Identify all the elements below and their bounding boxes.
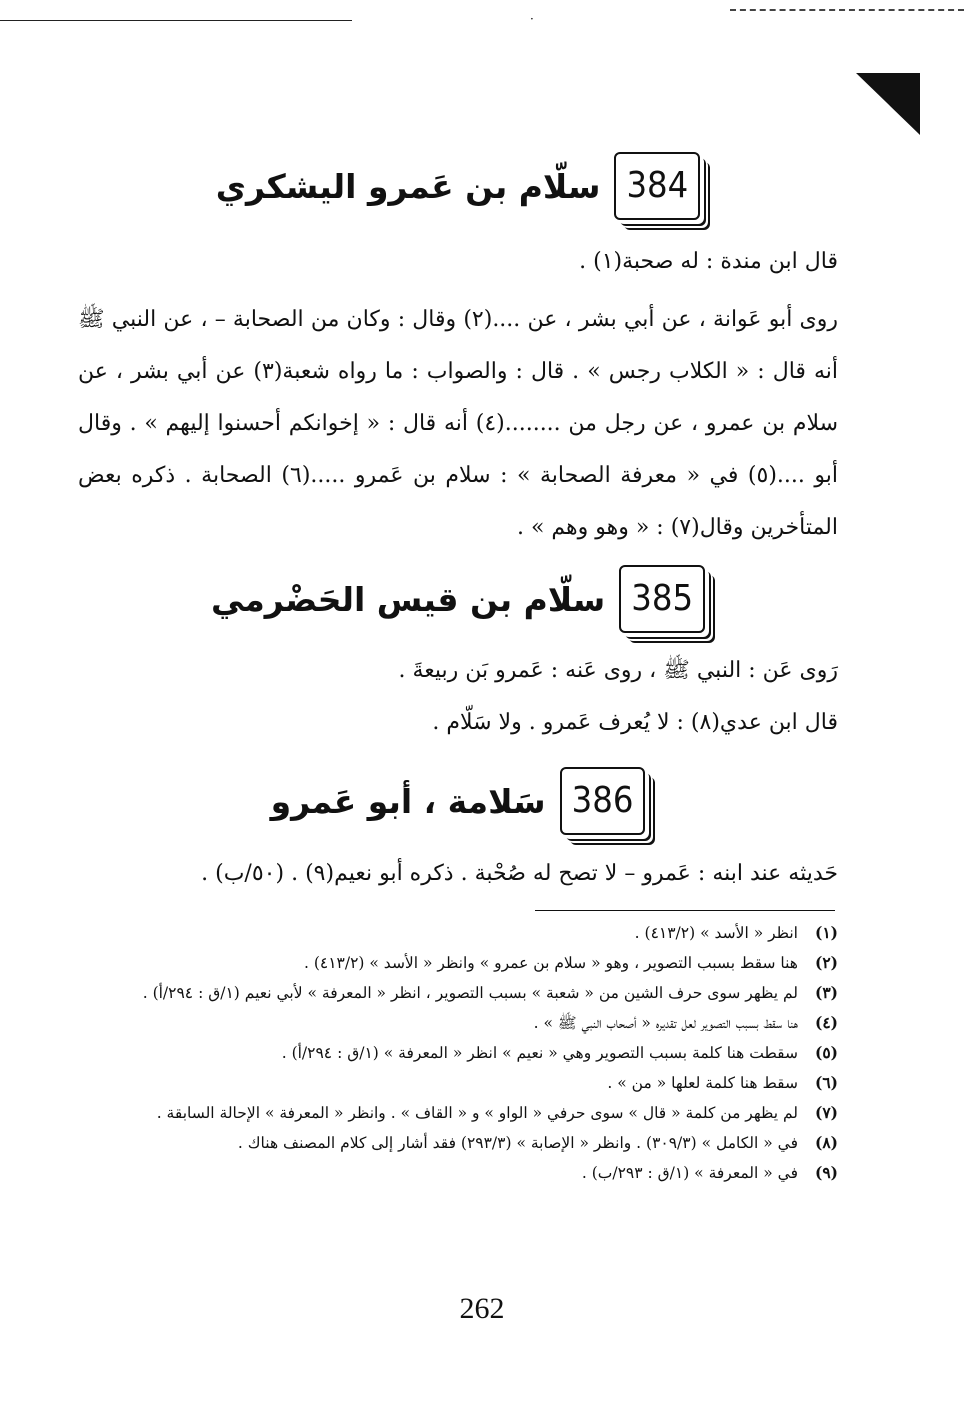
footnote-number: (٣) [814,983,838,1002]
entry-paragraph: قال ابن عدي(٨) : لا يُعرف عَمرو . ولا سَلّام . [432,710,838,735]
footnote [88,1068,838,1098]
footnote [88,918,838,948]
footnote [88,1008,838,1038]
footnote-text: لم يظهر من كلمة « قال » سوى حرفي « الواو » و « القاف » . وانظر « المعرفة » الإحالة السابقة . [156,1104,798,1122]
entry-paragraph: روى أبو عَوانة ، عن أبي بشر ، عن ....(٢) وقال : وكان من الصحابة – ، عن النبي ﷺ أنه قال : « الكلاب رجس » . قال : والصواب : ما رواه شعبة(٣) عن أبي بشر ، عن سلام بن عمرو ، عن رجل من ........(٤) أنه قال : « إخوانكم أحسنوا إليهم » . وقال أبو ....(٥) في « معرفة الصحابة » : سلام بن عَمرو .....(٦) الصحابة . ذكره بعض المتأخرين وقال(٧) : « وهو وهم » . [78,307,838,540]
footnotes [88,918,838,1188]
entry-paragraph: حَديثه عند ابنه : عَمرو – لا تصح له صُحْبة . ذكره أبو نعيم(٩) . (٥٠/ب) . [201,861,838,886]
entry-name: سَلامة ، أبو عَمرو [270,781,546,821]
entry-heading-384 [78,152,838,220]
entry-name: سلّام بن عَمرو اليشكري [215,166,601,206]
footnote-separator [535,910,835,911]
entry-number-box: 385 [619,565,705,633]
entry-number-box: 386 [560,767,646,835]
footnote-text: سقطت هنا كلمة بسبب التصوير وهي « نعيم » انظر « المعرفة » (١/ق : ٢٩٤/أ) . [281,1044,798,1062]
footnote-number: (٦) [814,1073,838,1092]
footnote-text: لم يظهر سوى حرف الشين من « شعبة » بسبب التصوير ، انظر « المعرفة » لأبي نعيم (١/ق : ٢٩٤/أ) . [142,984,798,1002]
footnote-text: هنا سقط بسبب التصوير ، وهو « سلام بن عمرو » وانظر « الأسد » (٤١٣/٢) . [303,954,798,972]
page-number: 262 [459,1292,505,1325]
scan-edge-line [0,20,352,21]
footnote [88,1038,838,1068]
footnote [88,978,838,1008]
footnote-text: في « المعرفة » (١/ق : ٢٩٣/ب) . [581,1164,798,1182]
entry-number-box: 384 [614,152,700,220]
entry-paragraph: قال ابن مندة : له صحبة(١) . [579,249,838,274]
footnote-number: (٨) [814,1133,838,1152]
entry-name: سلّام بن قيس الحَضْرمي [210,579,606,619]
footnote-number: (٤) [814,1013,838,1032]
footnote-number: (٥) [814,1043,838,1062]
footnote-text: سقط هنا كلمة لعلها « من » . [607,1074,798,1092]
entry-heading-386 [78,767,838,835]
corner-triangle-icon [856,73,920,135]
entry-paragraph: رَوى عَن : النبي ﷺ ، روى عَنه : عَمرو بَن ربيعةَ . [398,658,838,683]
footnote-number: (٧) [814,1103,838,1122]
footnote [88,948,838,978]
footnote-number: (٢) [814,953,838,972]
footnote-text: انظر « الأسد » (٤١٣/٢) . [634,924,798,942]
footnote-number: (٩) [814,1163,838,1182]
scan-speck: · [530,12,534,26]
footnote-number: (١) [814,923,838,942]
footnote [88,1098,838,1128]
scan-dashed-edge [730,9,964,11]
footnote [88,1158,838,1188]
footnote [88,1128,838,1158]
entry-heading-385 [78,565,838,633]
footnote-text: في « الكامل » (٣٠٩/٣) . وانظر « الإصابة » (٢٩٣/٣) فقد أشار إلى كلام المصنف هناك . [237,1134,798,1152]
footnote-text: هنا سقط بسبب التصوير لعل تقديره « أصحاب النبي ﷺ » . [533,1014,798,1032]
